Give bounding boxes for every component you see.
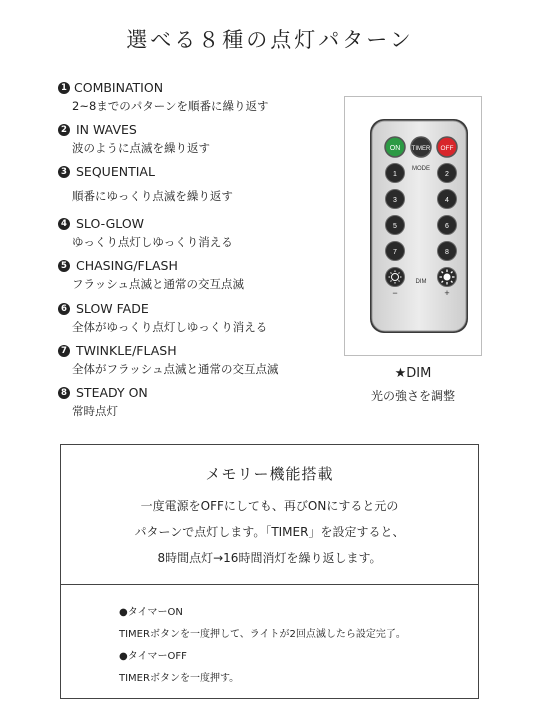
dim-label: ★DIM [394, 366, 432, 381]
memory-function-box [60, 444, 479, 699]
key-3-label: 3 [393, 197, 397, 204]
key-8 [438, 242, 457, 261]
mode-item [58, 80, 269, 114]
key-6-label: 6 [445, 223, 449, 230]
key-8-label: 8 [445, 249, 449, 256]
key-1-label: 1 [393, 171, 397, 178]
on-label: ON [389, 145, 401, 152]
mode-description: フラッシュ点滅と通常の交互点滅 [72, 277, 245, 291]
mode-item [58, 258, 244, 292]
mode-name: SEQUENTIAL [76, 164, 155, 179]
mode-item [58, 122, 210, 156]
mode-item [58, 385, 148, 419]
key-3 [386, 190, 405, 209]
mode-name: IN WAVES [76, 122, 137, 137]
minus-sign: − [392, 288, 398, 298]
mode-label: MODE [412, 166, 430, 172]
key-5 [386, 216, 405, 235]
dim-key-label: DIM [415, 279, 427, 285]
dim-caption [344, 366, 482, 404]
key-6 [438, 216, 457, 235]
mode-item [58, 216, 233, 250]
memory-line: 一度電源をOFFにしても、再びONにすると元の [140, 499, 399, 513]
off-button [437, 137, 457, 157]
timer-off-description: TIMERボタンを一度押す。 [119, 673, 240, 684]
key-4 [438, 190, 457, 209]
dim-minus-button [386, 268, 405, 287]
timer-on-description: TIMERボタンを一度押して、ライトが2回点滅したら設定完了。 [119, 629, 406, 640]
key-7-label: 7 [393, 249, 397, 256]
number-badge: 3 [58, 166, 70, 178]
mode-description: 2~8までのパターンを順番に繰り返す [72, 99, 269, 113]
timer-off-heading: ●タイマーOFF [119, 651, 187, 662]
mode-item [58, 343, 279, 377]
number-badge: 7 [58, 345, 70, 357]
key-5-label: 5 [393, 223, 397, 230]
memory-title: メモリー機能搭載 [205, 465, 334, 483]
memory-line: 8時間点灯→16時間消灯を繰り返します。 [157, 551, 382, 565]
timer-button [411, 137, 431, 157]
key-1 [386, 164, 405, 183]
timer-on-heading: ●タイマーON [119, 607, 183, 618]
divider [61, 584, 478, 585]
mode-name: STEADY ON [76, 385, 148, 400]
mode-description: 全体がフラッシュ点滅と通常の交互点滅 [72, 362, 279, 376]
key-2-label: 2 [445, 171, 449, 178]
mode-description: ゆっくり点灯しゆっくり消える [72, 235, 233, 249]
key-7 [386, 242, 405, 261]
remote-control-illustration [345, 97, 481, 355]
page-title: 選べる８種の点灯パターン [126, 28, 414, 52]
mode-name: TWINKLE/FLASH [76, 343, 177, 358]
mode-item [58, 301, 267, 335]
remote-image-frame [344, 96, 482, 356]
mode-name: CHASING/FLASH [76, 258, 178, 273]
mode-description: 常時点灯 [72, 404, 118, 418]
number-badge: 8 [58, 387, 70, 399]
number-badge: 1 [58, 82, 70, 94]
off-label: OFF [440, 145, 454, 152]
mode-name: SLO-GLOW [76, 216, 145, 231]
number-badge: 6 [58, 303, 70, 315]
mode-name: COMBINATION [74, 80, 164, 95]
mode-description: 全体がゆっくり点灯しゆっくり消える [72, 320, 268, 334]
number-badge: 2 [58, 124, 70, 136]
number-badge: 4 [58, 218, 70, 230]
on-button [385, 137, 405, 157]
timer-label: TIMER [411, 146, 431, 152]
dim-description: 光の強さを調整 [370, 389, 455, 403]
dim-plus-button [438, 268, 457, 287]
mode-description: 波のように点滅を繰り返す [72, 141, 210, 155]
mode-item [58, 164, 233, 204]
memory-line: パターンで点灯します。「TIMER」を設定すると、 [134, 525, 405, 539]
mode-description: 順番にゆっくり点滅を繰り返す [72, 189, 233, 203]
number-badge: 5 [58, 260, 70, 272]
key-4-label: 4 [445, 197, 449, 204]
plus-sign: + [444, 288, 450, 298]
key-2 [438, 164, 457, 183]
mode-name: SLOW FADE [76, 301, 149, 316]
